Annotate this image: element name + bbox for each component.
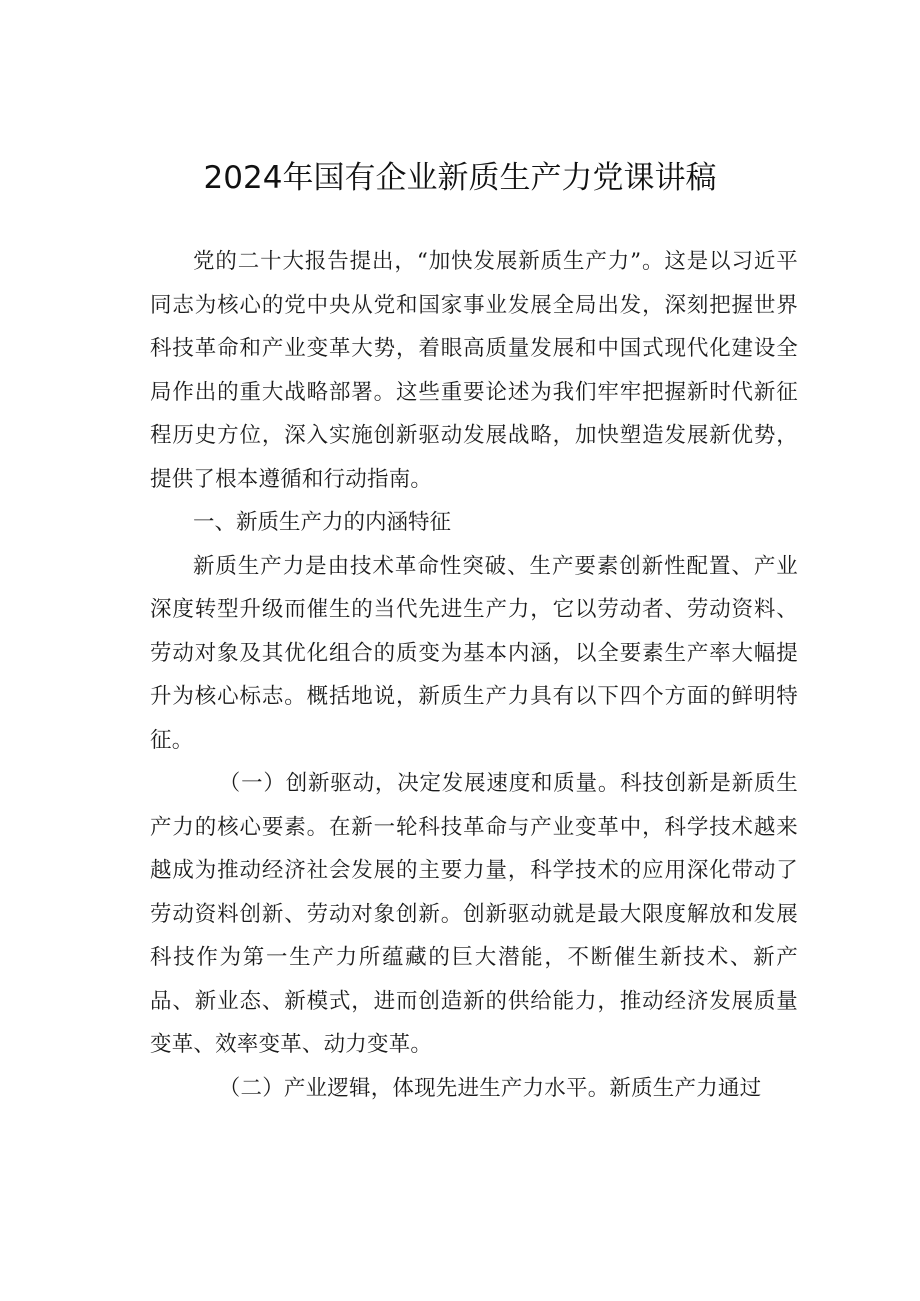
section-heading: 一、新质生产力的内涵特征 xyxy=(193,510,452,535)
document-body xyxy=(150,240,798,1110)
point-one-paragraph: （一）创新驱动，决定发展速度和质量。科技创新是新质生产力的核心要素。在新一轮科技革命与产业变革中，科学技术越来越成为推动经济社会发展的主要力量，科学技术的应用深化带动了劳动资料创新、劳动对象创新。创新驱动就是最大限度解放和发展科技作为第一生产力所蕴藏的巨大潜能，不断催生新技术、新产品、新业态、新模式，进而创造新的供给能力，推动经济发展质量变革、效率变革、动力变革。 xyxy=(150,771,798,1057)
intro-paragraph: 党的二十大报告提出，“加快发展新质生产力”。这是以习近平同志为核心的党中央从党和国家事业发展全局出发，深刻把握世界科技革命和产业变革大势，着眼高质量发展和中国式现代化建设全局作出的重大战略部署。这些重要论述为我们牢牢把握新时代新征程历史方位，深入实施创新驱动发展战略，加快塑造发展新优势，提供了根本遵循和行动指南。 xyxy=(150,249,798,492)
document-title: 2024年国有企业新质生产力党课讲稿 xyxy=(203,160,717,196)
section-paragraph: 新质生产力是由技术革命性突破、生产要素创新性配置、产业深度转型升级而催生的当代先进生产力，它以劳动者、劳动资料、劳动对象及其优化组合的质变为基本内涵，以全要素生产率大幅提升为核心标志。概括地说，新质生产力具有以下四个方面的鲜明特征。 xyxy=(150,553,798,753)
point-two-paragraph: （二）产业逻辑，体现先进生产力水平。新质生产力通过 xyxy=(218,1075,762,1101)
